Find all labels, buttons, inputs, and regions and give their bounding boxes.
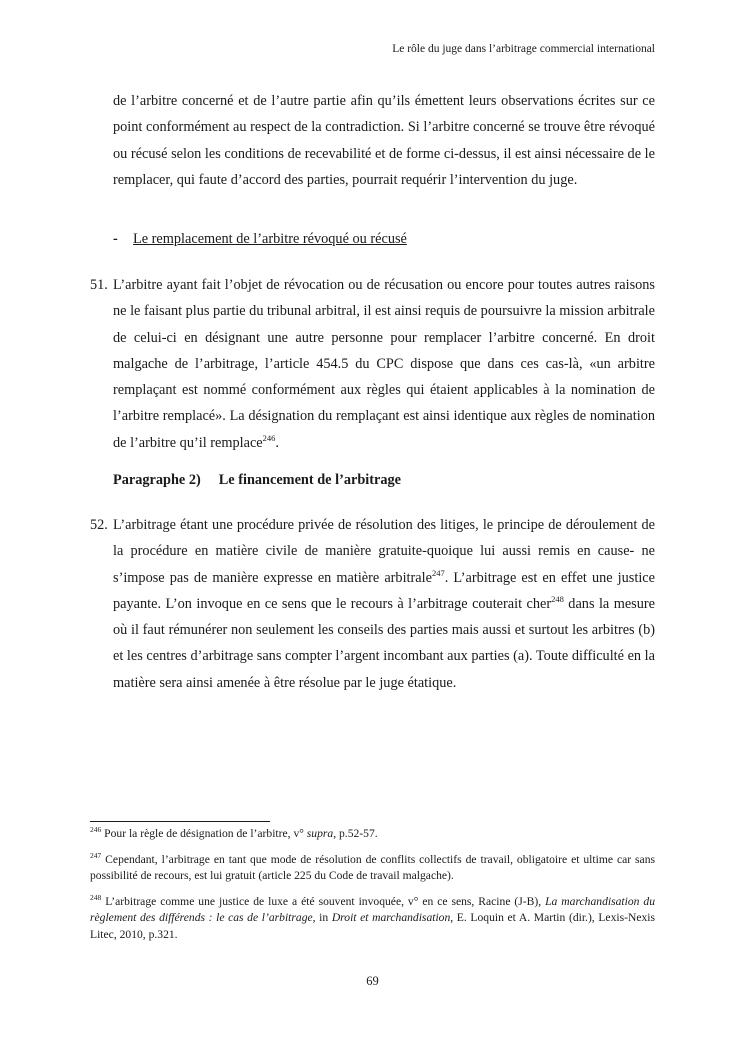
- footnote-247-text: Cependant, l’arbitrage en tant que mode de résolution de conflits collectifs de travail, obligatoire et ultime car sans possibilité de recours, est lui gratuit (article 225 du Code de travail malgache).: [90, 852, 655, 882]
- subheading-block: [90, 226, 655, 252]
- paragraph-51: [90, 272, 655, 456]
- paragraph-51-body: L’arbitre ayant fait l’objet de révocation ou de récusation ou encore pour toutes autres raisons ne le faisant plus partie du tribunal arbitral, il est ainsi requis de poursuivre la mission arbitrale de celui-ci en désignant une autre personne pour remplacer l’arbitre concerné. En droit malgache de l’arbitrage, l’article 454.5 du CPC dispose que dans ces cas-là, «un arbitre remplaçant est nommé conformément aux règles qui étaient applicables à la nomination de l’arbitre remplacé». La désignation du remplaçant est ainsi identique aux règles de nomination de l’arbitre qu’il remplace: [113, 277, 655, 451]
- footnote-246-text: Pour la règle de désignation de l’arbitre, v°: [101, 827, 307, 840]
- page-number: 69: [366, 974, 379, 988]
- footnote-divider: [90, 821, 270, 822]
- footnote-248-text: L’arbitrage comme une justice de luxe a été souvent invoquée, v° en ce sens, Racine (J-B),: [101, 894, 546, 908]
- paragraph-51-text: [113, 272, 655, 456]
- footnote-246-number: 246: [90, 825, 102, 834]
- running-header: Le rôle du juge dans l’arbitrage commercial international: [392, 43, 655, 55]
- subheading-dash: -: [113, 231, 118, 247]
- subheading: [90, 226, 655, 252]
- paragraph-52-part3: dans la mesure où il faut rémunérer non seulement les conseils des parties mais aussi et surtout les arbitres (b) et les centres d’arbitrage sans compter l’argent incombant aux parties (a). Toute difficulté en la matière sera ainsi amenée à être résolue par le juge étatique.: [113, 595, 655, 691]
- footnote-248-publisher: , E. Loquin et A. Martin (dir.), Lexis-Nexis Litec, 2010, p.321.: [90, 911, 656, 941]
- subheading-text: Le remplacement de l’arbitre révoqué ou récusé: [133, 231, 407, 247]
- footnote-248-book-title: Droit et marchandisation: [331, 911, 451, 924]
- footnote-247-number: 247: [90, 850, 102, 860]
- footnote-246: [90, 826, 655, 843]
- paragraph-heading-title: Le financement de l’arbitrage: [218, 472, 401, 488]
- intro-paragraph-block: [90, 88, 655, 193]
- footnote-248: [90, 894, 655, 944]
- paragraph-52: [90, 512, 655, 696]
- paragraph-52-text: [113, 512, 655, 696]
- paragraph-heading-label: Paragraphe 2): [113, 472, 201, 488]
- paragraph-heading: [90, 467, 655, 493]
- footnote-ref-248: 248: [551, 593, 564, 604]
- footnote-248-in: , in: [312, 911, 332, 924]
- footnote-ref-246: 246: [262, 432, 276, 443]
- paragraph-52-number: 52.: [90, 517, 108, 533]
- paragraph-52-part1: L’arbitrage étant une procédure privée de résolution des litiges, le principe de déroulement de la procédure en matière civile de manière gratuite-quoique lui aussi remis en cause- ne s’impose pas de manière expresse en matière arbitrale: [113, 517, 655, 586]
- intro-paragraph: de l’arbitre concerné et de l’autre partie afin qu’ils émettent leurs observations écrites sur ce point conformément au respect de la contradiction. Si l’arbitre concerné se trouve être révoqué ou récusé selon les conditions de recevabilité et de forme ci-dessus, il est ainsi nécessaire de le remplacer, qui faute d’accord des parties, pourrait requérir l’intervention du juge.: [113, 93, 655, 188]
- footnote-247: [90, 852, 655, 885]
- paragraph-52-part2: . L’arbitrage est en effet une justice payante. L’on invoque en ce sens que le recours à l’arbitrage couterait cher: [113, 569, 655, 612]
- footnote-248-number: 248: [90, 892, 102, 902]
- paragraph-51-end: .: [275, 434, 279, 451]
- footnote-246-italic: supra: [306, 827, 334, 840]
- footnote-248-article-title: La marchandisation du règlement des différends : le cas de l’arbitrage: [90, 894, 655, 924]
- paragraph-51-number: 51.: [90, 277, 108, 293]
- footnote-246-pages: , p.52-57.: [333, 827, 378, 840]
- footnote-ref-247: 247: [431, 567, 445, 578]
- footnotes: [90, 826, 655, 952]
- paragraph-heading-block: [90, 467, 655, 493]
